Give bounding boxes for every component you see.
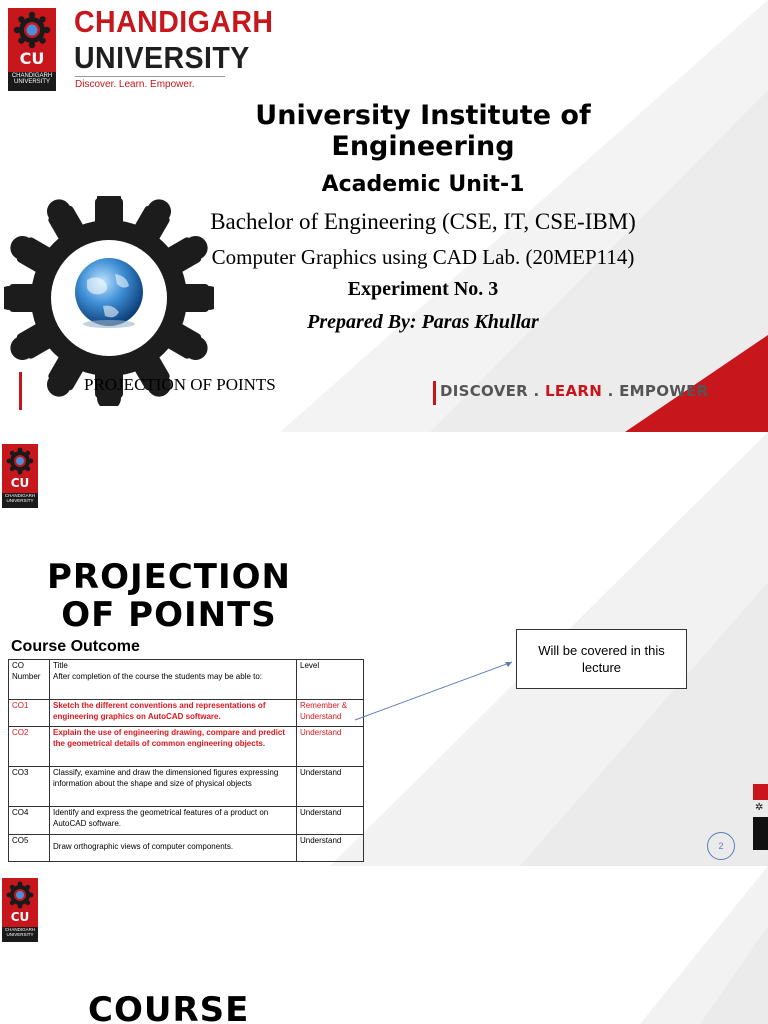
co-title: Classify, examine and draw the dimensioned figures expressing information about the shape and size of physical objects: [50, 767, 297, 807]
header-co-number: CO Number: [9, 660, 50, 700]
slide-title: COURSE: [88, 990, 250, 1024]
co-level: Understand: [297, 807, 364, 835]
experiment-number: Experiment No. 3: [347, 278, 499, 300]
table-row: [9, 807, 364, 835]
co-title: Identify and express the geometrical features of a product on AutoCAD software.: [50, 807, 297, 835]
co-title: Sketch the different conventions and representations of engineering graphics on AutoCAD software.: [50, 700, 297, 727]
institute-name: University Institute of Engineering: [255, 100, 591, 162]
brand-name-line1: CHANDIGARH: [74, 4, 274, 39]
course-outcome-table: [8, 659, 364, 862]
table-row: [9, 727, 364, 767]
co-title: Draw orthographic views of computer components.: [50, 835, 297, 862]
cog-icon: [5, 880, 35, 910]
table-row: [9, 767, 364, 807]
table-row: [9, 700, 364, 727]
motto-accent-bar: [433, 381, 436, 405]
co-number: CO1: [9, 700, 50, 727]
course-outcome-heading: Course Outcome: [11, 638, 140, 655]
header-level: Level: [297, 660, 364, 700]
cog-icon: [5, 446, 35, 476]
next-slide-preview: [0, 866, 768, 1024]
co-number: CO5: [9, 835, 50, 862]
badge-subtitle: CHANDIGARH UNIVERSITY: [2, 927, 38, 942]
co-title: Explain the use of engineering drawing, compare and predict the geometrical details of common engineering objects.: [50, 727, 297, 767]
brand-divider: [75, 76, 225, 77]
co-level: Understand: [297, 835, 364, 862]
cog-icon: [12, 10, 52, 50]
title-slide: [0, 0, 768, 432]
table-row: [9, 835, 364, 862]
mini-cog-icon: ✲: [755, 802, 764, 813]
cu-logo-badge: [8, 8, 56, 90]
brand-name-line2: UNIVERSITY: [74, 40, 250, 75]
brand-tagline: Discover. Learn. Empower.: [75, 79, 195, 90]
academic-unit: Academic Unit-1: [321, 172, 525, 197]
topic-accent-bar: [19, 372, 22, 410]
co-level: Remember & Understand: [297, 700, 364, 727]
header-title: Title After completion of the course the students may be able to:: [50, 660, 297, 700]
co-number: CO3: [9, 767, 50, 807]
badge-initials: CU: [19, 49, 45, 68]
prepared-by: Prepared By: Paras Khullar: [307, 311, 539, 333]
co-number: CO2: [9, 727, 50, 767]
course-outcome-slide: [0, 432, 768, 866]
page-number: 2: [707, 832, 735, 860]
badge-initials: CU: [10, 476, 30, 490]
badge-initials: CU: [10, 910, 30, 924]
co-level: Understand: [297, 767, 364, 807]
table-header-row: [9, 660, 364, 700]
degree-line: Bachelor of Engineering (CSE, IT, CSE-IBM): [210, 209, 636, 234]
cu-logo-badge: [2, 878, 38, 941]
badge-subtitle: CHANDIGARH UNIVERSITY: [2, 493, 38, 508]
badge-subtitle: CHANDIGARH UNIVERSITY: [8, 72, 56, 91]
co-number: CO4: [9, 807, 50, 835]
topic-title: PROJECTION OF POINTS: [84, 375, 276, 394]
callout-box: Will be covered in this lecture: [516, 629, 687, 689]
co-level: Understand: [297, 727, 364, 767]
cu-logo-badge: [2, 444, 38, 507]
course-line: Computer Graphics using CAD Lab. (20MEP114): [211, 245, 635, 269]
slide-title: PROJECTION OF POINTS: [46, 557, 292, 635]
motto: DISCOVER . LEARN . EMPOWER: [440, 382, 709, 400]
table-intro: After completion of the course the students may be able to:: [53, 671, 263, 681]
